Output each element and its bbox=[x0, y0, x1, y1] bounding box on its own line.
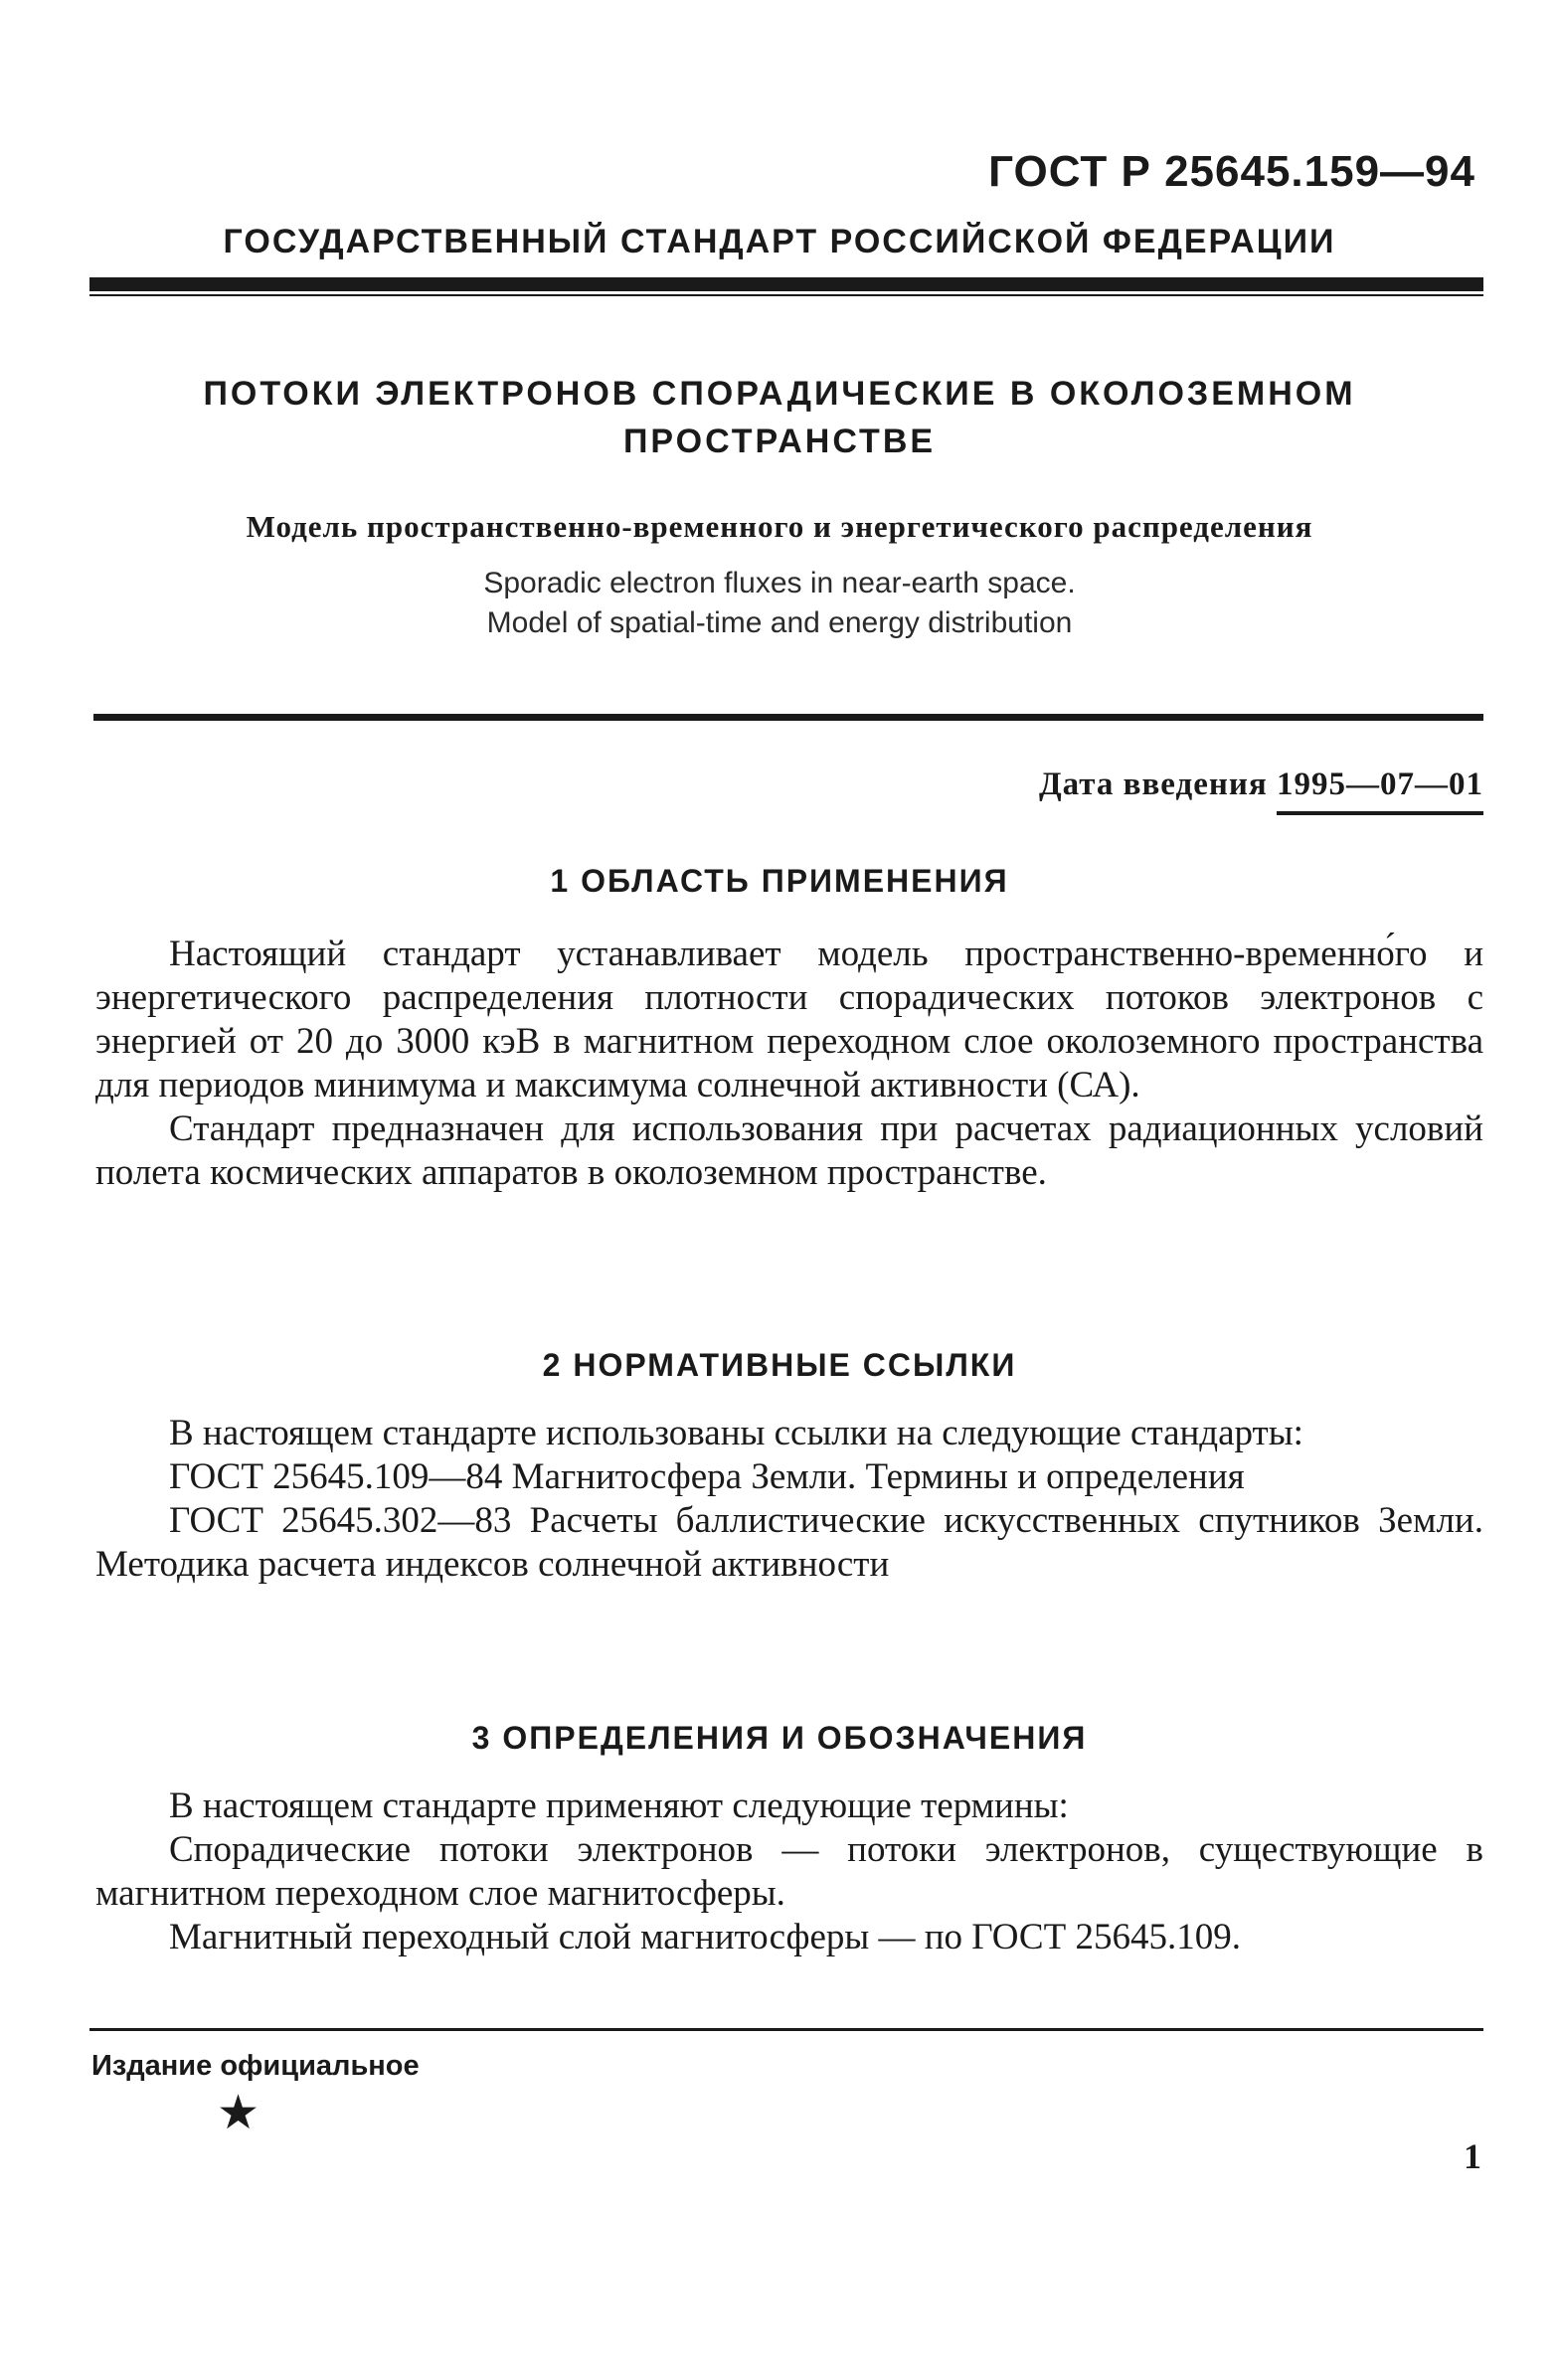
subtitle-english-line-1: Sporadic electron fluxes in near-earth space. bbox=[483, 567, 1076, 599]
header-rule-thin bbox=[89, 294, 1483, 296]
section-3-paragraph-1: В настоящем стандарте применяют следующие термины: bbox=[169, 1785, 1069, 1826]
section-2-paragraph-1: В настоящем стандарте использованы ссылки на следующие стандарты: bbox=[169, 1413, 1303, 1453]
state-standard-heading: ГОСУДАРСТВЕННЫЙ СТАНДАРТ РОССИЙСКОЙ ФЕДЕРАЦИИ bbox=[223, 223, 1336, 260]
introduction-date-label: Дата введения bbox=[1038, 766, 1268, 802]
footer-rule bbox=[89, 2028, 1483, 2031]
subtitle-english bbox=[0, 564, 1559, 643]
introduction-date-value: 1995—07—01 bbox=[1277, 766, 1483, 815]
title-line-1: ПОТОКИ ЭЛЕКТРОНОВ СПОРАДИЧЕСКИЕ В ОКОЛОЗЕМНОМ bbox=[203, 375, 1356, 413]
gost-code: ГОСТ Р 25645.159—94 bbox=[988, 147, 1475, 196]
title-rule bbox=[93, 714, 1483, 721]
introduction-date bbox=[1039, 766, 1483, 815]
section-2-body bbox=[95, 1412, 1483, 1587]
section-3-body bbox=[95, 1785, 1483, 1959]
edition-label: Издание официальное bbox=[91, 2050, 420, 2082]
section-1-body bbox=[95, 933, 1483, 1195]
section-1-paragraph-1: Настоящий стандарт устанавливает модель пространственно-временно́го и энергетического распределения плотности спорадических потоков электронов с энергией от 20 до 3000 кэВ в магнитном переходном слое околоземного пространства для периодов минимума и максимума солнечной активности (СА). bbox=[95, 934, 1483, 1105]
subtitle-russian: Модель пространственно-временного и энергетического распределения bbox=[246, 509, 1313, 544]
section-1-heading: 1 ОБЛАСТЬ ПРИМЕНЕНИЯ bbox=[550, 863, 1009, 899]
title-line-2: ПРОСТРАНСТВЕ bbox=[622, 423, 937, 460]
section-3-paragraph-3: Магнитный переходный слой магнитосферы — по ГОСТ 25645.109. bbox=[169, 1917, 1241, 1957]
page-number: 1 bbox=[1464, 2136, 1481, 2176]
document-title bbox=[0, 370, 1559, 465]
star-icon: ★ bbox=[217, 2087, 260, 2139]
subtitle-english-line-2: Model of spatial-time and energy distribution bbox=[486, 606, 1073, 639]
section-3-paragraph-2: Спорадические потоки электронов — потоки электронов, существующие в магнитном переходном слое магнитосферы. bbox=[95, 1829, 1483, 1914]
section-2-reference-1: ГОСТ 25645.109—84 Магнитосфера Земли. Термины и определения bbox=[169, 1456, 1245, 1497]
section-3-heading: 3 ОПРЕДЕЛЕНИЯ И ОБОЗНАЧЕНИЯ bbox=[471, 1720, 1088, 1756]
header-rule-thick bbox=[89, 277, 1483, 291]
section-1-paragraph-2: Стандарт предназначен для использования при расчетах радиационных условий полета космических аппаратов в околоземном пространстве. bbox=[95, 1108, 1483, 1193]
section-2-heading: 2 НОРМАТИВНЫЕ ССЫЛКИ bbox=[542, 1347, 1017, 1383]
section-2-reference-2: ГОСТ 25645.302—83 Расчеты баллистические искусственных спутников Земли. Методика расчета индексов солнечной активности bbox=[95, 1500, 1483, 1585]
